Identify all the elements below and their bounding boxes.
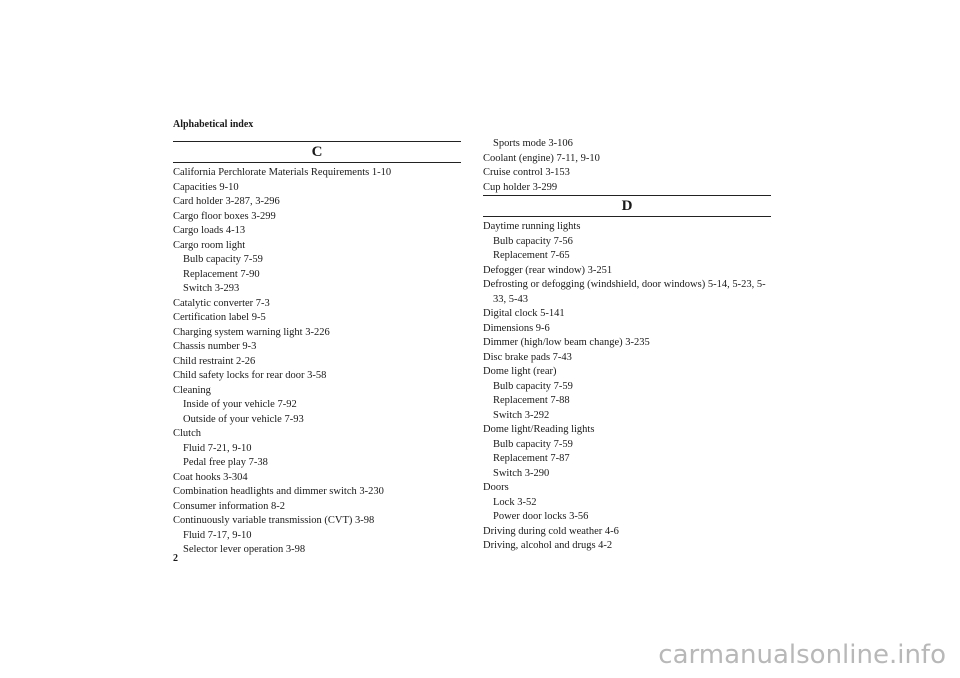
index-entry: Capacities 9-10 [173, 181, 239, 193]
index-entry: Cargo floor boxes 3-299 [173, 210, 276, 222]
watermark: carmanualsonline.info [658, 640, 946, 670]
index-subentry: Selector lever operation 3-98 [183, 544, 306, 555]
section-heading-d: D [483, 195, 771, 217]
index-entry: Cargo loads 4-13 [173, 225, 246, 236]
index-subentry: Lock 3-52 [493, 496, 537, 508]
index-entry: Coat hooks 3-304 [173, 471, 248, 483]
index-entry: Continuously variable transmission (CVT) 3-98 [173, 515, 375, 526]
index-entry: California Perchlorate Materials Requirements 1-10 [173, 167, 392, 178]
index-subentry: Switch 3-293 [183, 283, 240, 294]
left-entries [173, 166, 461, 558]
index-subentry: Power door locks 3-56 [493, 511, 589, 522]
index-entry: Chassis number 9-3 [173, 341, 257, 352]
index-subentry: Bulb capacity 7-59 [493, 438, 573, 450]
index-entry: Cargo room light [173, 239, 246, 251]
section-heading-c: C [173, 141, 461, 163]
index-entry: Combination headlights and dimmer switch 3-230 [173, 486, 384, 497]
index-entry: Certification label 9-5 [173, 312, 266, 323]
index-entry: Cruise control 3-153 [483, 167, 570, 178]
index-entry: Clutch [173, 428, 201, 439]
index-entry: Defogger (rear window) 3-251 [483, 264, 613, 276]
index-entry: Cup holder 3-299 [483, 181, 558, 193]
page-number: 2 [173, 553, 178, 564]
index-subentry: Fluid 7-17, 9-10 [183, 529, 252, 541]
index-subentry: Pedal free play 7-38 [183, 457, 268, 468]
index-entry: Cleaning [173, 384, 211, 396]
page-header: Alphabetical index [173, 119, 254, 130]
index-subentry: Sports mode 3-106 [493, 138, 573, 149]
index-entry: Digital clock 5-141 [483, 308, 565, 319]
index-entry: Card holder 3-287, 3-296 [173, 196, 280, 207]
index-subentry: Fluid 7-21, 9-10 [183, 442, 252, 454]
index-entry: Dome light (rear) [483, 366, 557, 377]
index-entry: Dome light/Reading lights [483, 424, 595, 435]
index-subentry: Outside of your vehicle 7-93 [183, 413, 304, 425]
index-entry: Driving, alcohol and drugs 4-2 [483, 540, 613, 551]
index-subentry: Bulb capacity 7-59 [183, 254, 263, 265]
index-subentry: Bulb capacity 7-59 [493, 380, 573, 392]
index-subentry: Replacement 7-90 [183, 268, 260, 280]
index-entry: Disc brake pads 7-43 [483, 351, 572, 363]
index-entry: Child restraint 2-26 [173, 355, 256, 367]
index-entry: Catalytic converter 7-3 [173, 297, 270, 309]
index-subentry: Switch 3-292 [493, 409, 550, 421]
index-entry: Dimensions 9-6 [483, 322, 550, 334]
index-subentry: Replacement 7-87 [493, 453, 570, 464]
index-entry: Driving during cold weather 4-6 [483, 525, 619, 537]
index-subentry: Replacement 7-88 [493, 395, 570, 406]
index-entry: Coolant (engine) 7-11, 9-10 [483, 152, 600, 164]
index-entry: Doors [483, 482, 509, 493]
index-subentry: Inside of your vehicle 7-92 [183, 399, 297, 410]
index-entry: Consumer information 8-2 [173, 500, 285, 512]
index-subentry: Switch 3-290 [493, 467, 550, 479]
index-subentry: Bulb capacity 7-56 [493, 235, 573, 247]
index-entry: Dimmer (high/low beam change) 3-235 [483, 337, 650, 348]
index-entry: Child safety locks for rear door 3-58 [173, 370, 327, 381]
index-subentry: Replacement 7-65 [493, 250, 570, 261]
index-entry: Charging system warning light 3-226 [173, 326, 330, 338]
index-entry: Daytime running lights [483, 221, 581, 232]
right-continued-entries [483, 137, 771, 195]
right-entries [483, 220, 771, 554]
index-entry: Defrosting or defogging (windshield, door windows) 5-14, 5-23, 5-33, 5-43 [483, 279, 766, 305]
